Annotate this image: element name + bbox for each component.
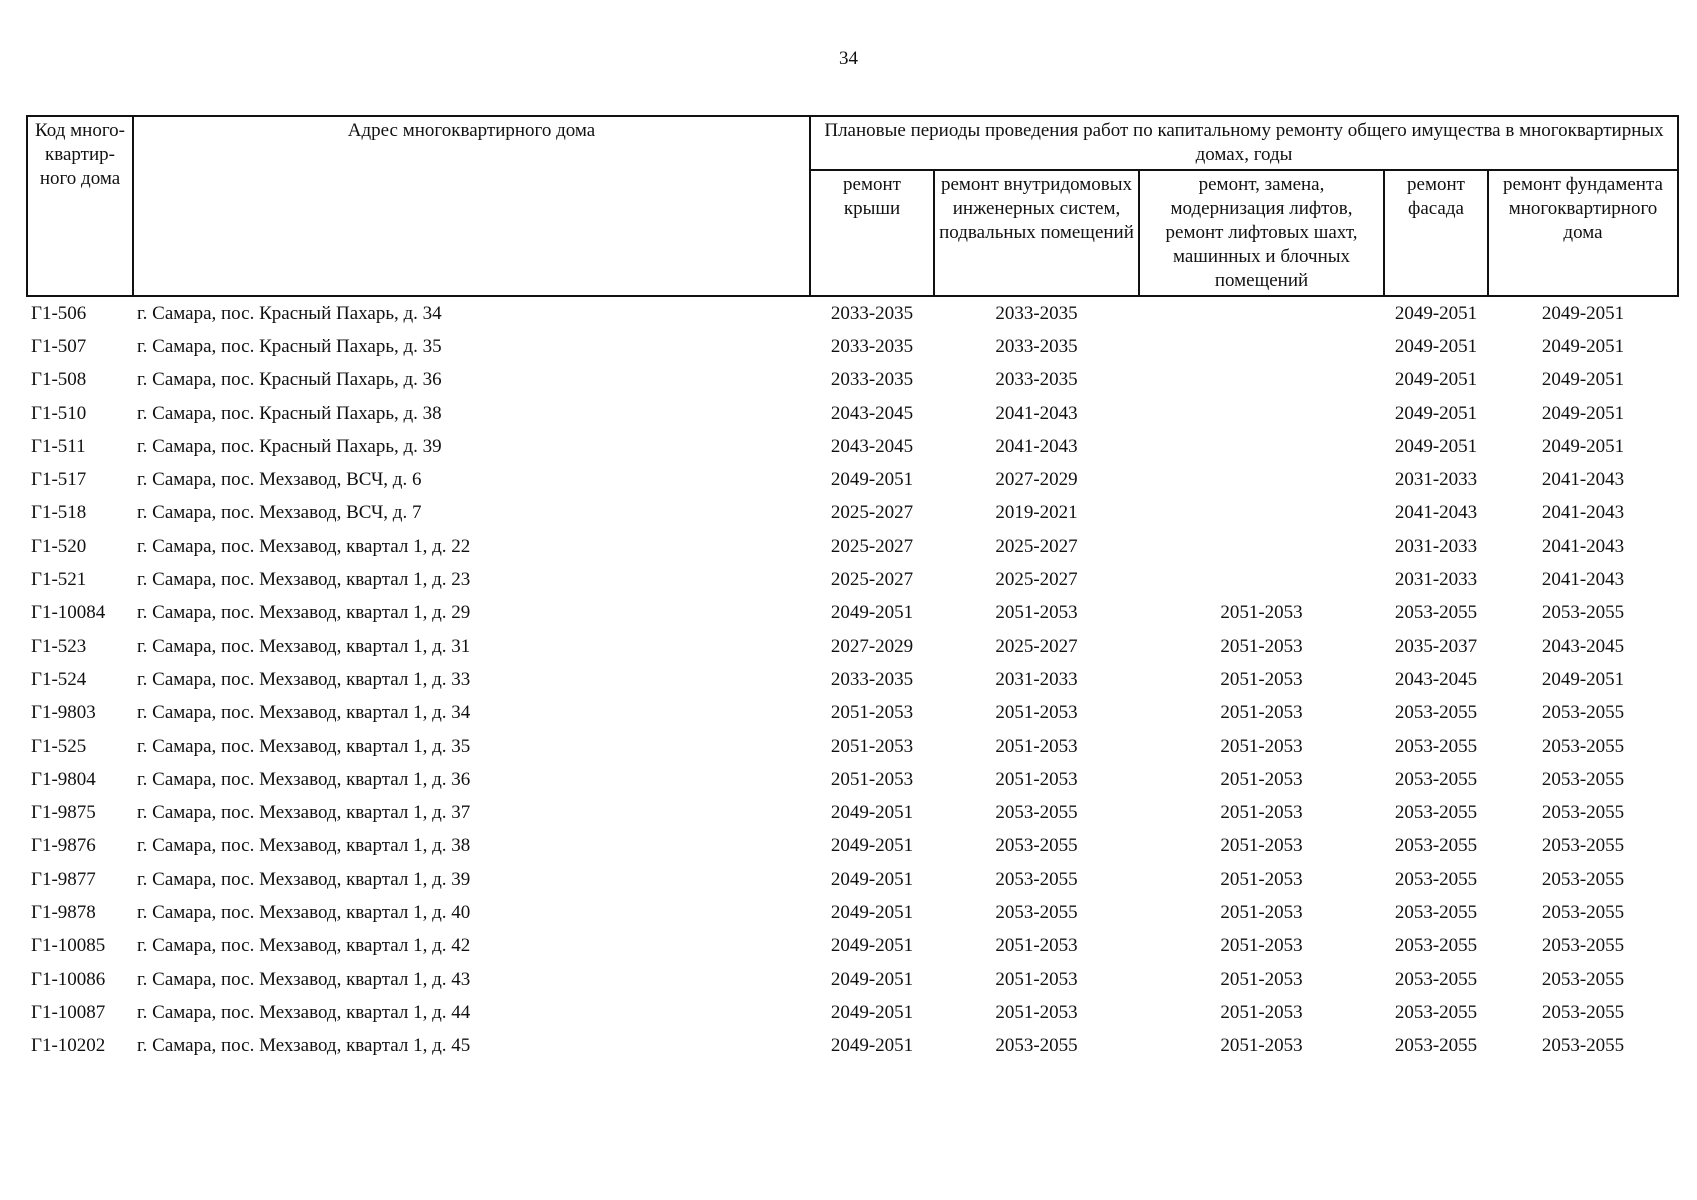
header-periods-group: Плановые периоды проведения работ по капитальному ремонту общего имущества в многоквартирных домах, годы	[810, 116, 1678, 170]
cell-address: г. Самара, пос. Красный Пахарь, д. 39	[137, 435, 442, 457]
cell-elevators: 2051-2053	[1220, 635, 1303, 657]
cell-facade: 2053-2055	[1394, 868, 1478, 890]
cell-systems: 2041-2043	[995, 435, 1078, 457]
table-row	[27, 463, 1678, 496]
cell-address: г. Самара, пос. Красный Пахарь, д. 38	[137, 402, 442, 424]
cell-foundation: 2053-2055	[1541, 702, 1625, 724]
cell-address: г. Самара, пос. Мехзавод, квартал 1, д. 43	[137, 968, 471, 990]
cell-facade: 2049-2051	[1394, 369, 1478, 391]
cell-systems: 2025-2027	[995, 535, 1078, 557]
cell-facade: 2053-2055	[1394, 835, 1478, 857]
cell-address: г. Самара, пос. Мехзавод, квартал 1, д. 37	[137, 802, 471, 824]
cell-code: Г1-506	[31, 302, 87, 324]
table-row	[27, 730, 1678, 763]
cell-elevators: 2051-2053	[1220, 735, 1303, 757]
cell-roof: 2051-2053	[830, 768, 914, 790]
cell-code: Г1-518	[31, 502, 87, 524]
cell-roof: 2049-2051	[830, 868, 914, 890]
cell-code: Г1-523	[31, 635, 87, 657]
cell-address: г. Самара, пос. Мехзавод, квартал 1, д. 33	[137, 668, 471, 690]
cell-foundation: 2053-2055	[1541, 802, 1625, 824]
cell-elevators: 2051-2053	[1220, 802, 1303, 824]
cell-elevators: 2051-2053	[1220, 668, 1303, 690]
cell-code: Г1-10085	[31, 935, 106, 957]
cell-foundation: 2049-2051	[1541, 435, 1625, 457]
cell-roof: 2033-2035	[830, 335, 914, 357]
cell-facade: 2049-2051	[1394, 302, 1478, 324]
cell-address: г. Самара, пос. Красный Пахарь, д. 35	[137, 335, 442, 357]
cell-code: Г1-9878	[31, 901, 96, 923]
table-row	[27, 597, 1678, 630]
cell-code: Г1-9875	[31, 802, 96, 824]
cell-foundation: 2053-2055	[1541, 868, 1625, 890]
cell-code: Г1-10202	[31, 1035, 106, 1057]
cell-code: Г1-10087	[31, 1001, 106, 1023]
cell-foundation: 2041-2043	[1541, 569, 1625, 591]
cell-elevators	[1139, 563, 1384, 596]
cell-systems: 2051-2053	[995, 968, 1078, 990]
cell-foundation: 2053-2055	[1541, 968, 1625, 990]
header-address: Адрес многоквартирного дома	[133, 116, 810, 296]
cell-roof: 2051-2053	[830, 702, 914, 724]
cell-address: г. Самара, пос. Мехзавод, квартал 1, д. 39	[137, 868, 471, 890]
cell-facade: 2049-2051	[1394, 335, 1478, 357]
header-foundation: ремонт фундамента многоквартирного дома	[1488, 170, 1678, 296]
cell-address: г. Самара, пос. Мехзавод, квартал 1, д. 42	[137, 935, 471, 957]
cell-systems: 2051-2053	[995, 935, 1078, 957]
table-row	[27, 996, 1678, 1029]
cell-roof: 2025-2027	[830, 569, 914, 591]
cell-foundation: 2053-2055	[1541, 935, 1625, 957]
cell-systems: 2033-2035	[995, 335, 1078, 357]
table-body	[27, 296, 1678, 1063]
cell-systems: 2033-2035	[995, 369, 1078, 391]
cell-elevators	[1139, 530, 1384, 563]
cell-facade: 2049-2051	[1394, 435, 1478, 457]
table-row	[27, 430, 1678, 463]
cell-address: г. Самара, пос. Мехзавод, квартал 1, д. 35	[137, 735, 471, 757]
cell-address: г. Самара, пос. Красный Пахарь, д. 36	[137, 369, 442, 391]
cell-foundation: 2053-2055	[1541, 602, 1625, 624]
page-number: 34	[839, 48, 858, 69]
cell-foundation: 2053-2055	[1541, 768, 1625, 790]
table-row	[27, 896, 1678, 929]
cell-roof: 2049-2051	[830, 835, 914, 857]
cell-facade: 2043-2045	[1394, 668, 1478, 690]
cell-address: г. Самара, пос. Мехзавод, квартал 1, д. 45	[137, 1035, 471, 1057]
cell-roof: 2043-2045	[830, 435, 914, 457]
header-code: Код много-квартир-ного дома	[27, 116, 133, 296]
cell-roof: 2049-2051	[830, 802, 914, 824]
cell-facade: 2053-2055	[1394, 735, 1478, 757]
cell-systems: 2051-2053	[995, 768, 1078, 790]
cell-facade: 2035-2037	[1394, 635, 1478, 657]
cell-code: Г1-517	[31, 469, 87, 491]
table-row	[27, 963, 1678, 996]
cell-code: Г1-9803	[31, 702, 96, 724]
cell-roof: 2033-2035	[830, 369, 914, 391]
table-row	[27, 763, 1678, 796]
cell-roof: 2049-2051	[830, 968, 914, 990]
cell-foundation: 2041-2043	[1541, 502, 1625, 524]
cell-code: Г1-511	[31, 435, 86, 457]
cell-elevators	[1139, 364, 1384, 397]
cell-elevators	[1139, 330, 1384, 363]
cell-systems: 2051-2053	[995, 735, 1078, 757]
cell-systems: 2033-2035	[995, 302, 1078, 324]
cell-address: г. Самара, пос. Мехзавод, квартал 1, д. 29	[137, 602, 471, 624]
cell-foundation: 2053-2055	[1541, 1001, 1625, 1023]
cell-foundation: 2053-2055	[1541, 835, 1625, 857]
table-row	[27, 1030, 1678, 1063]
cell-code: Г1-9876	[31, 835, 96, 857]
cell-facade: 2053-2055	[1394, 968, 1478, 990]
cell-roof: 2049-2051	[830, 935, 914, 957]
cell-facade: 2053-2055	[1394, 1001, 1478, 1023]
table-row	[27, 296, 1678, 330]
cell-address: г. Самара, пос. Мехзавод, квартал 1, д. 34	[137, 702, 471, 724]
table-row	[27, 830, 1678, 863]
cell-elevators: 2051-2053	[1220, 835, 1303, 857]
cell-elevators	[1139, 463, 1384, 496]
cell-systems: 2041-2043	[995, 402, 1078, 424]
cell-roof: 2025-2027	[830, 535, 914, 557]
cell-facade: 2053-2055	[1394, 702, 1478, 724]
table-row	[27, 630, 1678, 663]
cell-code: Г1-524	[31, 668, 87, 690]
cell-facade: 2053-2055	[1394, 802, 1478, 824]
cell-foundation: 2043-2045	[1541, 635, 1625, 657]
cell-code: Г1-507	[31, 335, 87, 357]
cell-roof: 2049-2051	[830, 1035, 914, 1057]
cell-roof: 2049-2051	[830, 901, 914, 923]
cell-roof: 2051-2053	[830, 735, 914, 757]
cell-foundation: 2053-2055	[1541, 901, 1625, 923]
cell-code: Г1-510	[31, 402, 87, 424]
cell-facade: 2053-2055	[1394, 768, 1478, 790]
cell-elevators: 2051-2053	[1220, 768, 1303, 790]
cell-address: г. Самара, пос. Мехзавод, квартал 1, д. 31	[137, 635, 471, 657]
cell-address: г. Самара, пос. Мехзавод, квартал 1, д. 44	[137, 1001, 471, 1023]
cell-code: Г1-520	[31, 535, 87, 557]
cell-elevators: 2051-2053	[1220, 1001, 1303, 1023]
table-row	[27, 663, 1678, 696]
cell-systems: 2053-2055	[995, 868, 1078, 890]
cell-code: Г1-521	[31, 569, 87, 591]
cell-foundation: 2041-2043	[1541, 535, 1625, 557]
cell-elevators: 2051-2053	[1220, 1035, 1303, 1057]
cell-foundation: 2049-2051	[1541, 369, 1625, 391]
cell-systems: 2027-2029	[995, 469, 1078, 491]
cell-facade: 2053-2055	[1394, 935, 1478, 957]
cell-roof: 2049-2051	[830, 1001, 914, 1023]
table-row	[27, 397, 1678, 430]
cell-foundation: 2049-2051	[1541, 302, 1625, 324]
cell-elevators	[1139, 497, 1384, 530]
repair-plan-table	[26, 115, 1679, 1063]
table-row	[27, 330, 1678, 363]
cell-foundation: 2041-2043	[1541, 469, 1625, 491]
table-row	[27, 930, 1678, 963]
cell-address: г. Самара, пос. Мехзавод, ВСЧ, д. 6	[137, 469, 422, 491]
cell-systems: 2053-2055	[995, 1035, 1078, 1057]
cell-elevators: 2051-2053	[1220, 602, 1303, 624]
cell-code: Г1-525	[31, 735, 87, 757]
cell-elevators: 2051-2053	[1220, 901, 1303, 923]
table-row	[27, 497, 1678, 530]
cell-elevators	[1139, 430, 1384, 463]
cell-address: г. Самара, пос. Мехзавод, квартал 1, д. 22	[137, 535, 471, 557]
cell-foundation: 2049-2051	[1541, 668, 1625, 690]
cell-elevators	[1139, 397, 1384, 430]
cell-code: Г1-10084	[31, 602, 106, 624]
cell-address: г. Самара, пос. Красный Пахарь, д. 34	[137, 302, 442, 324]
cell-elevators: 2051-2053	[1220, 868, 1303, 890]
cell-facade: 2053-2055	[1394, 1035, 1478, 1057]
header-roof: ремонт крыши	[810, 170, 934, 296]
header-facade: ремонт фасада	[1384, 170, 1488, 296]
table-row	[27, 563, 1678, 596]
header-systems: ремонт внутридомовых инженерных систем, подвальных помещений	[934, 170, 1139, 296]
cell-facade: 2049-2051	[1394, 402, 1478, 424]
cell-facade: 2031-2033	[1394, 469, 1478, 491]
cell-address: г. Самара, пос. Мехзавод, квартал 1, д. 23	[137, 569, 471, 591]
cell-systems: 2053-2055	[995, 901, 1078, 923]
table-row	[27, 863, 1678, 896]
cell-roof: 2043-2045	[830, 402, 914, 424]
cell-facade: 2031-2033	[1394, 535, 1478, 557]
cell-elevators: 2051-2053	[1220, 968, 1303, 990]
cell-elevators	[1139, 296, 1384, 330]
cell-facade: 2053-2055	[1394, 901, 1478, 923]
cell-systems: 2053-2055	[995, 835, 1078, 857]
cell-address: г. Самара, пос. Мехзавод, ВСЧ, д. 7	[137, 502, 422, 524]
cell-foundation: 2049-2051	[1541, 335, 1625, 357]
table-row	[27, 697, 1678, 730]
cell-code: Г1-508	[31, 369, 87, 391]
cell-systems: 2019-2021	[995, 502, 1078, 524]
cell-roof: 2049-2051	[830, 602, 914, 624]
cell-systems: 2025-2027	[995, 635, 1078, 657]
table-row	[27, 364, 1678, 397]
cell-systems: 2025-2027	[995, 569, 1078, 591]
cell-foundation: 2053-2055	[1541, 1035, 1625, 1057]
cell-systems: 2053-2055	[995, 802, 1078, 824]
cell-roof: 2033-2035	[830, 668, 914, 690]
cell-code: Г1-10086	[31, 968, 106, 990]
cell-address: г. Самара, пос. Мехзавод, квартал 1, д. 38	[137, 835, 471, 857]
cell-facade: 2031-2033	[1394, 569, 1478, 591]
cell-foundation: 2053-2055	[1541, 735, 1625, 757]
cell-systems: 2031-2033	[995, 668, 1078, 690]
cell-facade: 2041-2043	[1394, 502, 1478, 524]
cell-foundation: 2049-2051	[1541, 402, 1625, 424]
header-elevators: ремонт, замена, модернизация лифтов, ремонт лифтовых шахт, машинных и блочных помещений	[1139, 170, 1384, 296]
cell-elevators: 2051-2053	[1220, 935, 1303, 957]
cell-facade: 2053-2055	[1394, 602, 1478, 624]
cell-elevators: 2051-2053	[1220, 702, 1303, 724]
cell-systems: 2051-2053	[995, 1001, 1078, 1023]
cell-address: г. Самара, пос. Мехзавод, квартал 1, д. 36	[137, 768, 471, 790]
cell-code: Г1-9877	[31, 868, 96, 890]
cell-address: г. Самара, пос. Мехзавод, квартал 1, д. 40	[137, 901, 471, 923]
cell-roof: 2049-2051	[830, 469, 914, 491]
cell-systems: 2051-2053	[995, 702, 1078, 724]
cell-systems: 2051-2053	[995, 602, 1078, 624]
cell-code: Г1-9804	[31, 768, 96, 790]
table-row	[27, 796, 1678, 829]
cell-roof: 2025-2027	[830, 502, 914, 524]
cell-roof: 2033-2035	[830, 302, 914, 324]
table-row	[27, 530, 1678, 563]
cell-roof: 2027-2029	[830, 635, 914, 657]
